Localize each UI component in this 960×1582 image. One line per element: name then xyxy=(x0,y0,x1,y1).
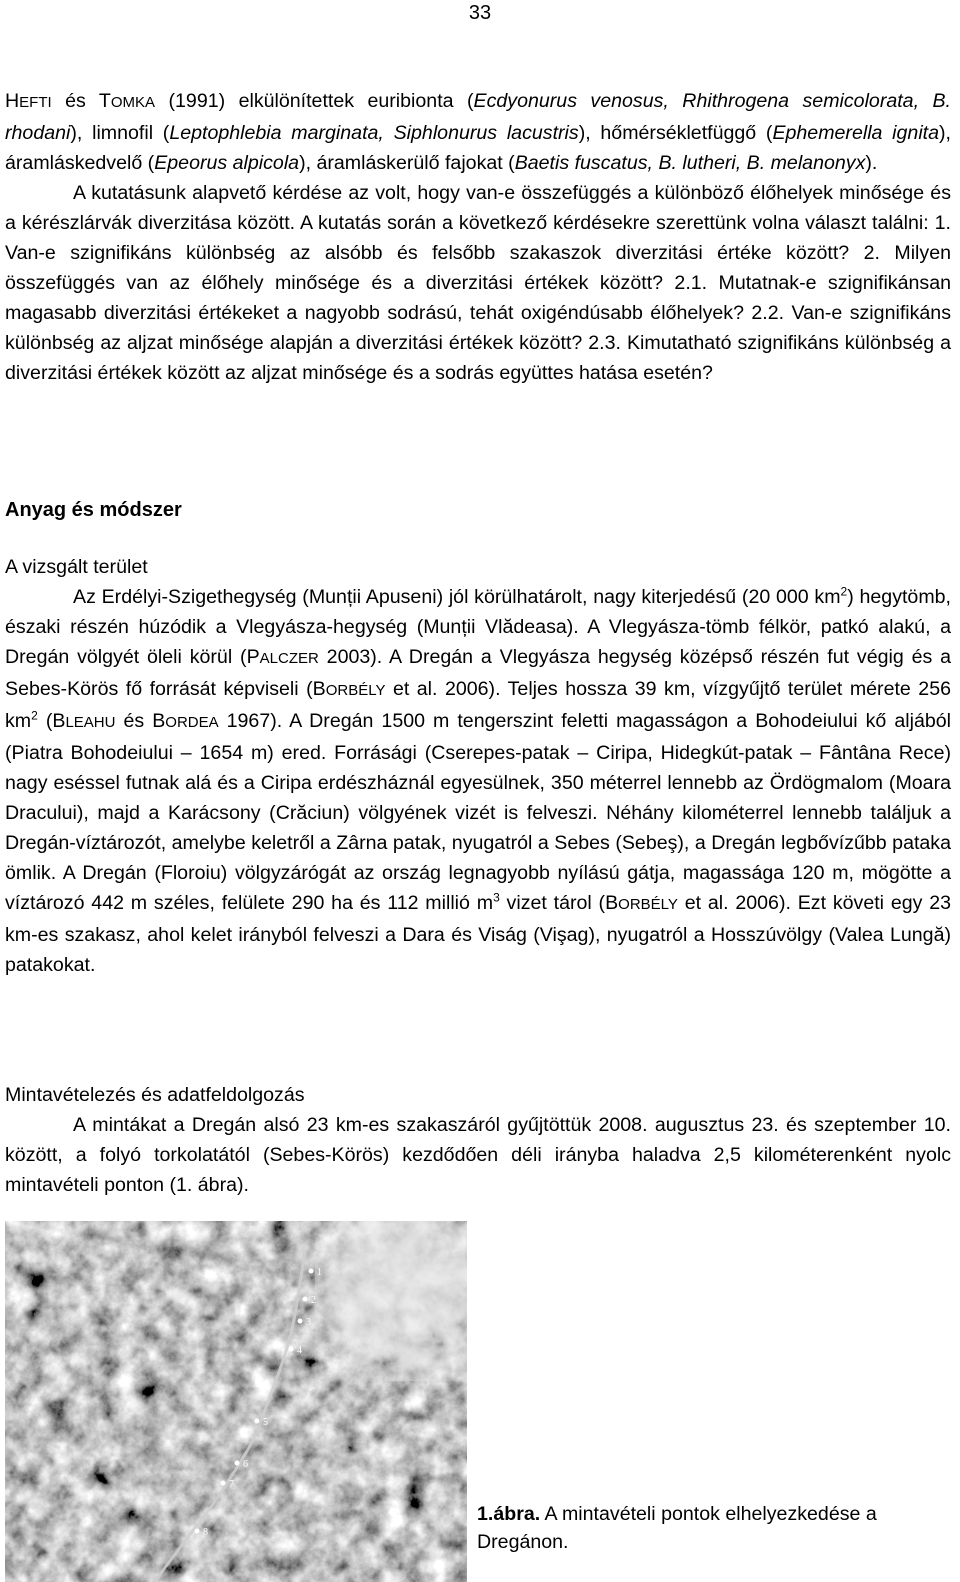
text-fragment: ( xyxy=(37,710,53,732)
sample-point-marker xyxy=(309,1269,314,1274)
superscript: 2 xyxy=(31,708,38,723)
author-bleahu-initial: B xyxy=(52,710,66,732)
caption-text: A mintavételi pontok elhelyezkedése a Dregánon. xyxy=(477,1503,877,1553)
text-fragment: ), limnofil ( xyxy=(70,122,170,144)
sample-point-label: 3 xyxy=(306,1317,311,1328)
text-fragment: és xyxy=(115,710,153,732)
superscript: 2 xyxy=(840,584,848,599)
study-area-heading: A vizsgált terület xyxy=(5,556,148,578)
sampling-heading: Mintavételezés és adatfeldolgozás xyxy=(5,1084,305,1106)
sample-point-label: 1 xyxy=(317,1267,322,1278)
sample-point-marker xyxy=(298,1319,303,1324)
sample-point-marker xyxy=(289,1347,294,1352)
text-fragment: vizet tárol ( xyxy=(499,892,606,914)
author-palczer-rest: ALCZER xyxy=(259,650,319,667)
caption-label: 1.ábra. xyxy=(477,1503,541,1525)
text-fragment: ) hegytömb, északi részén húzódik a Vlegyásza-hegység (Munții Vlădeasa). A Vlegyásza-tömb félkör, patkó alakú, a Dregán völgyét öleli körül ( xyxy=(5,586,951,668)
author-borbely-rest: ORBÉLY xyxy=(325,682,386,699)
sample-point-label: 2 xyxy=(311,1295,316,1306)
sample-point-marker xyxy=(235,1461,240,1466)
species-euribiont: Ecdyonurus venosus, Rhithrogena semicolorata, B. rhodani xyxy=(5,90,951,144)
author-borbely-initial: B xyxy=(605,892,619,914)
text-fragment: 1967). A Dregán 1500 m tengerszint feletti magasságon a Bohodeiului kő aljából (Piatra Bohodeiului – 1654 m) ered. Forrásági (Cserepes-patak – Ciripa, Hidegkút-patak – Fântâna Rece) nagy eséssel futnak alá és a Ciripa erdészháznál egyesülnek, 350 méterrel lennebb az Ördögmalom (Moara Dracului), majd a Karácsony (Crăciun) völgyének vizét is felveszi. Néhány kilométerrel lennebb találjuk a Dregán-víztározót, amelybe keletről a Zârna patak, nyugatról a Sebes (Sebeş), a Dregán legbővízűbb pataka ömlik. A Dregán (Floroiu) völgyzárógát az ország legnagyobb nyílású gátja, magassága 120 m, mögötte a víztározó 442 m széles, felülete 290 ha és 112 millió m xyxy=(5,710,951,914)
sample-point-label: 7 xyxy=(229,1479,234,1490)
sample-point-marker xyxy=(255,1419,260,1424)
author-borbely-initial: B xyxy=(312,678,326,700)
author-hefti-rest: EFTI xyxy=(19,94,52,111)
text-fragment: A mintákat a Dregán alsó 23 km-es szakaszáról gyűjtöttük 2008. augusztus 23. és szeptember 10. között, a folyó torkolatától (Sebes-Körös) kezdődően déli irányba haladva 2,5 kilométerenként nyolc mintavételi ponton (1. ábra). xyxy=(5,1114,951,1196)
species-rheophil: Epeorus alpicola xyxy=(154,152,300,174)
sample-point-label: 5 xyxy=(263,1417,268,1428)
author-hefti-initial: H xyxy=(5,90,20,112)
text-fragment: ), hőmérsékletfüggő ( xyxy=(578,122,773,144)
research-questions: A kutatásunk alapvető kérdése az volt, hogy van-e összefüggés a különböző élőhelyek minősége és a kérészlárvák diverzitása között. A kutatás során a következő kérdésekre szerettünk volna választ találni: 1. Van-e szignifikáns különbség az alsóbb és felsőbb szakaszok diverzitási értéke között? 2. Milyen összefüggés van az élőhely minősége és a diverzitási értékek között? 2.1. Mutatnak-e szignifikánsan magasabb diverzitási értékeket a nagyobb sodrású, tehát oxigéndúsabb élőhelyek? 2.2. Van-e szignifikáns különbség az aljzat minősége alapján a diverzitási értékek között? 2.3. Kimutatható szignifikáns különbség a diverzitási értékek között az aljzat minősége és a sodrás együttes hatása esetén? xyxy=(5,182,951,384)
sample-point-label: 4 xyxy=(297,1345,302,1356)
author-bleahu-rest: LEAHU xyxy=(65,714,116,731)
author-bordea-rest: ORDEA xyxy=(165,714,219,731)
text-fragment: et al. 2006). Teljes hossza 39 km, vízgyűjtő terület mérete 256 km xyxy=(5,678,951,732)
text-fragment: (1991) elkülönítettek euribionta ( xyxy=(155,90,474,112)
sample-point-marker xyxy=(195,1529,200,1534)
satellite-map-figure xyxy=(5,1221,467,1582)
species-limnophil: Leptophlebia marginata, Siphlonurus lacustris xyxy=(169,122,579,144)
sample-point-label: 8 xyxy=(203,1527,208,1538)
species-thermo: Ephemerella ignita xyxy=(772,122,940,144)
superscript: 3 xyxy=(493,890,500,905)
text-fragment: ), áramláskedvelő ( xyxy=(5,122,951,174)
species-rheophob: Baetis fuscatus, B. lutheri, B. melanonyx xyxy=(514,152,866,174)
sample-point-label: 6 xyxy=(243,1459,248,1470)
text-fragment: 2003). A Dregán a Vlegyásza hegység középső részén fut végig és a Sebes-Körös fő forrását képviseli ( xyxy=(5,646,952,700)
author-tomka-rest: OMKA xyxy=(110,94,156,111)
figure-caption xyxy=(477,1500,952,1556)
text-fragment: et al. 2006). Ezt követi egy 23 km-es szakasz, ahol kelet irányból felveszi a Dara és Viság (Vişag), nyugatról a Hosszúvölgy (Valea Lungă) patakokat. xyxy=(5,892,952,976)
study-area-paragraph xyxy=(5,582,951,980)
text-fragment: Az Erdélyi-Szigethegység (Munții Apuseni) jól körülhatárolt, nagy kiterjedésű (20 000 km xyxy=(73,586,841,608)
section-heading: Anyag és módszer xyxy=(5,499,182,521)
text-fragment: és xyxy=(51,90,99,112)
author-borbely-rest: ORBÉLY xyxy=(618,896,678,913)
text-fragment: ). xyxy=(865,152,878,174)
author-tomka-initial: T xyxy=(98,90,111,112)
author-bordea-initial: B xyxy=(152,710,166,732)
satellite-map xyxy=(5,1221,467,1582)
sample-point-marker xyxy=(221,1481,226,1486)
author-palczer-initial: P xyxy=(246,646,260,668)
page-number: 33 xyxy=(468,2,492,24)
sample-point-marker xyxy=(303,1297,308,1302)
intro-paragraph xyxy=(5,86,951,388)
sampling-paragraph xyxy=(5,1110,951,1200)
text-fragment: ), áramláskerülő fajokat ( xyxy=(299,152,515,174)
